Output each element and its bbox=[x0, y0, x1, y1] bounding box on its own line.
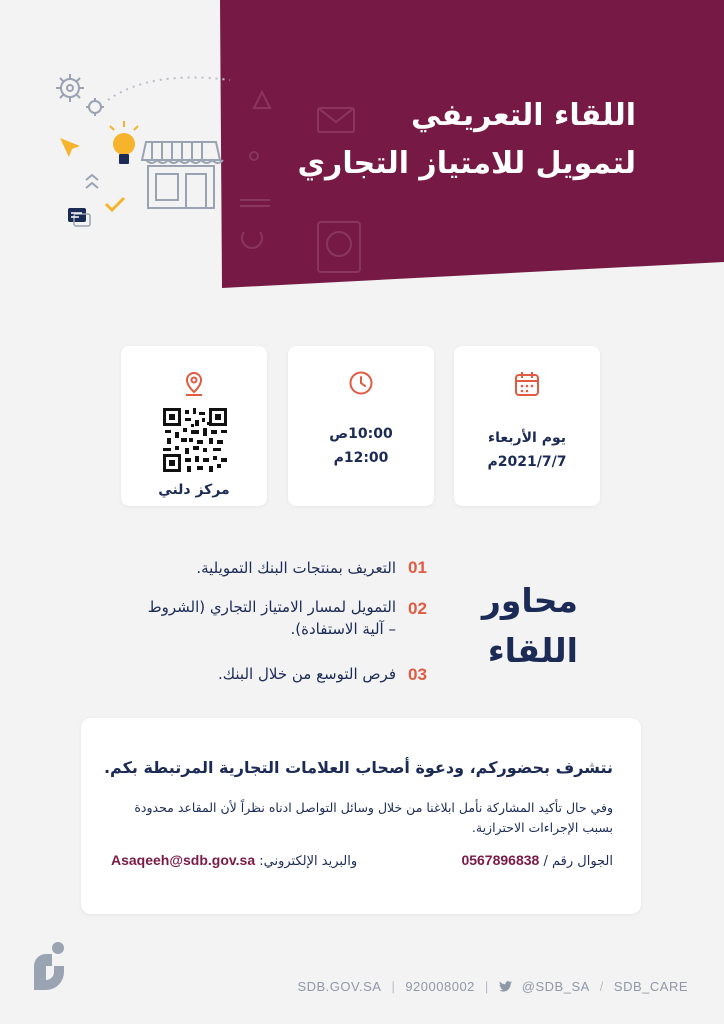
agenda-title bbox=[458, 576, 578, 676]
page-title-line-2: لتمويل للامتياز التجاري bbox=[297, 146, 636, 181]
chevrons-up-icon bbox=[86, 175, 98, 188]
clock-icon bbox=[348, 370, 374, 396]
agenda-item-text: التعريف بمنتجات البنك التمويلية. bbox=[196, 559, 396, 577]
footer-twitter-handle[interactable]: @SDB_SA bbox=[521, 979, 590, 994]
email-link[interactable]: Asaqeeh@sdb.gov.sa bbox=[111, 852, 256, 868]
email-row bbox=[111, 852, 357, 869]
agenda-item-number: 01 bbox=[408, 558, 427, 577]
storefront-icon bbox=[142, 142, 223, 208]
time-card bbox=[288, 346, 434, 506]
end-time: 12:00م bbox=[333, 450, 389, 466]
footer-care-handle[interactable]: SDB_CARE bbox=[613, 979, 688, 994]
light-bulb-icon bbox=[110, 121, 138, 164]
header-banner bbox=[0, 0, 724, 290]
location-pin-icon bbox=[182, 370, 206, 398]
agenda-title-line-2: اللقاء bbox=[487, 631, 578, 670]
small-gear-icon bbox=[86, 98, 104, 116]
agenda-title-line-1: محاور bbox=[481, 581, 578, 620]
event-day: يوم الأربعاء bbox=[487, 430, 567, 446]
agenda-item-text: فرص التوسع من خلال البنك. bbox=[218, 665, 396, 683]
start-time: 10:00ص bbox=[329, 426, 393, 442]
footer-slash: / bbox=[599, 979, 604, 994]
gear-icon bbox=[56, 74, 84, 102]
chat-icon bbox=[68, 208, 90, 226]
footer-website[interactable]: SDB.GOV.SA bbox=[297, 979, 382, 994]
event-date: 2021/7/7م bbox=[487, 454, 567, 470]
invitation-body: وفي حال تأكيد المشاركة نأمل ابلاغنا من خلال وسائل التواصل ادناه نظراً لأن المقاعد محدودة بسبب الإجراءات الاحترازية. bbox=[134, 800, 613, 835]
twitter-icon bbox=[499, 981, 512, 992]
sdb-logo bbox=[28, 940, 72, 996]
footer bbox=[297, 979, 688, 994]
footer-separator: | bbox=[391, 979, 396, 994]
agenda-item-text: التمويل لمسار الامتياز التجاري (الشروط – آلية الاستفادة). bbox=[147, 598, 396, 638]
invitation-card bbox=[81, 718, 641, 914]
agenda-item-number: 03 bbox=[408, 665, 427, 684]
check-icon bbox=[106, 198, 124, 210]
footer-hotline[interactable]: 920008002 bbox=[405, 979, 475, 994]
phone-link[interactable]: 0567896838 bbox=[461, 852, 540, 868]
invitation-heading: نتشرف بحضوركم، ودعوة أصحاب العلامات التجارية المرتبطة بكم. bbox=[103, 758, 613, 777]
page-title-line-1: اللقاء التعريفي bbox=[410, 98, 636, 133]
calendar-icon bbox=[513, 370, 541, 398]
banner-shape bbox=[220, 0, 724, 288]
qr-code[interactable] bbox=[163, 408, 227, 472]
phone-row bbox=[461, 852, 613, 869]
dotted-arc bbox=[108, 78, 230, 101]
cursor-icon bbox=[60, 138, 80, 157]
footer-separator: | bbox=[484, 979, 489, 994]
agenda-item-number: 02 bbox=[408, 599, 427, 618]
date-card bbox=[454, 346, 600, 506]
email-label: والبريد الإلكتروني: bbox=[259, 854, 358, 869]
phone-label: الجوال رقم / bbox=[543, 854, 613, 869]
location-label: مركز دلني bbox=[158, 482, 230, 498]
